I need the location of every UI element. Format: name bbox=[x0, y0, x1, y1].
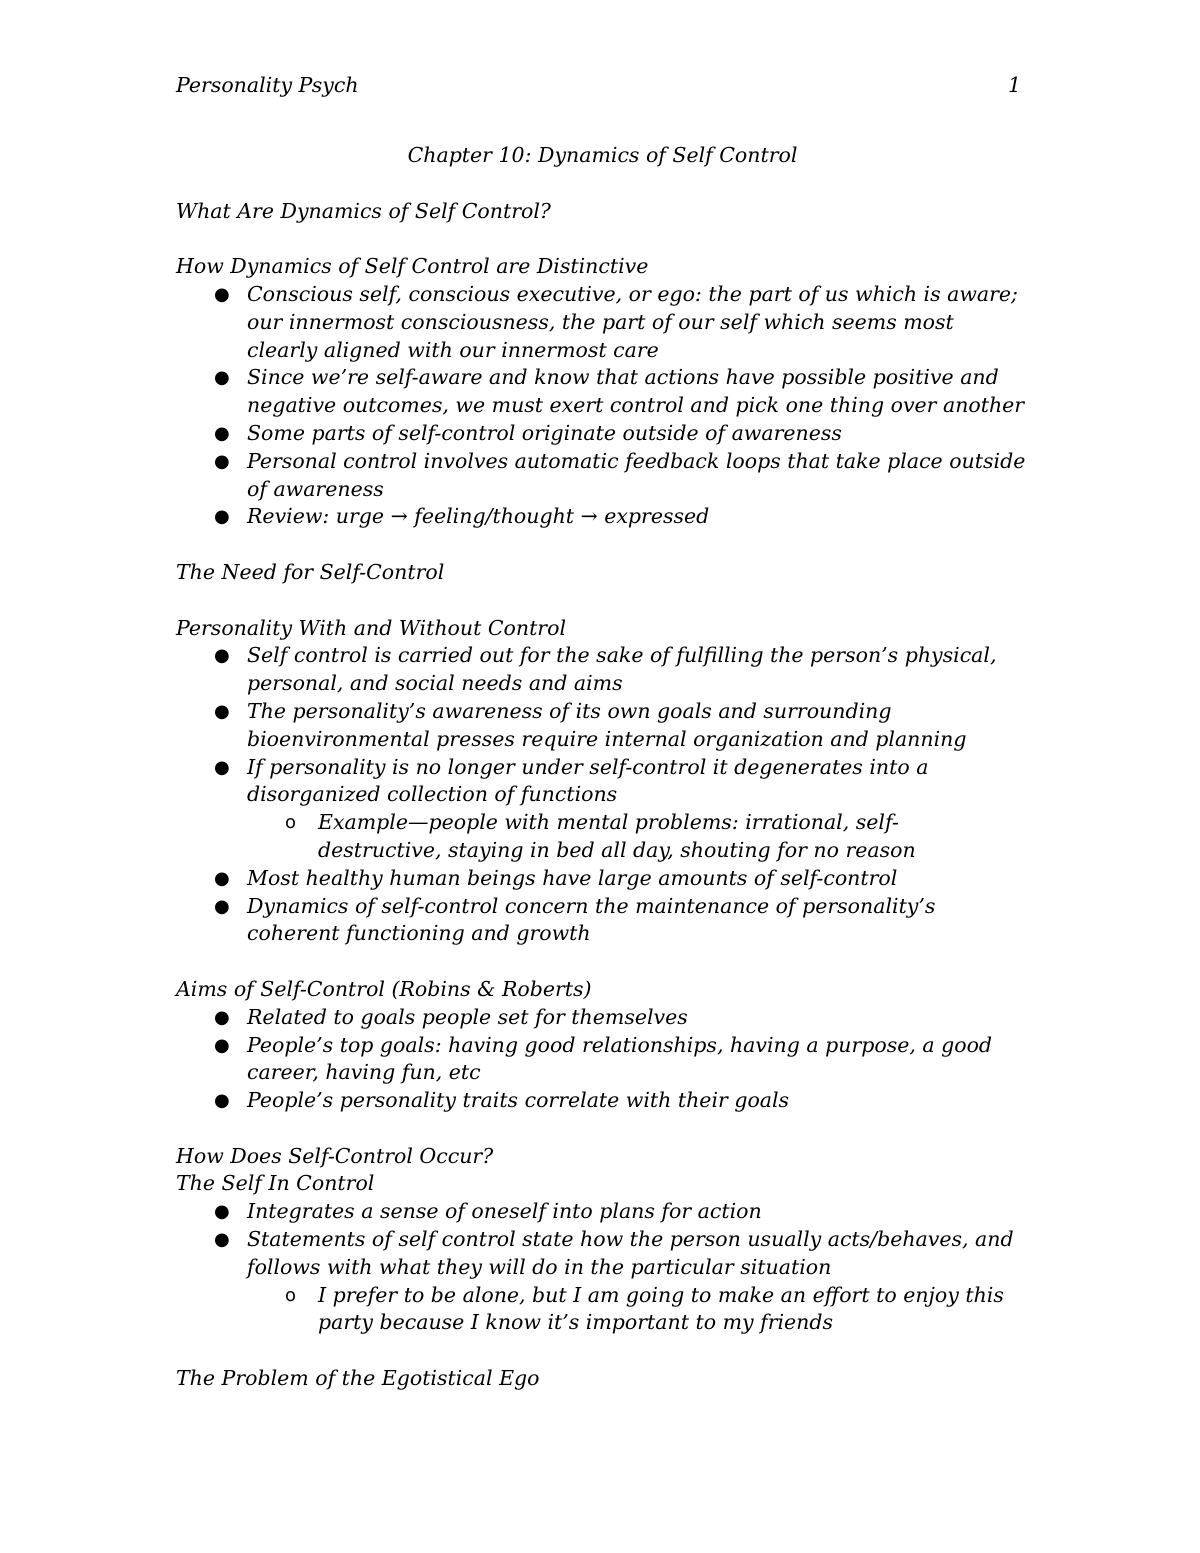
bullet-icon: ● bbox=[214, 506, 230, 528]
bullet-icon: ● bbox=[214, 283, 230, 305]
list-item: ● If personality is no longer under self-control it degenerates into a disorganized collection of functions o Example—people with mental problems: irrational, self-destructive, staying in bed all day, shouting for no reason bbox=[176, 754, 1027, 865]
sub-list bbox=[247, 809, 1027, 865]
bullet-icon: ● bbox=[214, 422, 230, 444]
aims-list bbox=[176, 1004, 1056, 1115]
sub-list bbox=[247, 1282, 1027, 1338]
sub-list-item: o Example—people with mental problems: irrational, self-destructive, staying in bed all day, shouting for no reason bbox=[285, 810, 916, 862]
bullet-icon: ● bbox=[214, 450, 230, 472]
list-item: ● Since we’re self-aware and know that actions have possible positive and negative outcomes, we must exert control and pick one thing over another bbox=[214, 365, 1025, 418]
page-number: 1 bbox=[1008, 73, 1022, 97]
section-heading-how-occur: How Does Self-Control Occur? bbox=[176, 1143, 494, 1168]
bullet-icon: ● bbox=[214, 1034, 230, 1056]
list-item: ● Review: urge → feeling/thought → expressed bbox=[176, 503, 1027, 531]
section-heading-what-are: What Are Dynamics of Self Control? bbox=[176, 198, 551, 223]
list-item: ● Related to goals people set for themselves bbox=[176, 1004, 1027, 1032]
bullet-icon: ● bbox=[214, 895, 230, 917]
running-header-course: Personality Psych bbox=[176, 73, 359, 97]
list-item: ● Statements of self control state how the person usually acts/behaves, and follows with what they will do in the particular situation o I prefer to be alone, but I am going to make an effort to enjoy this party because I know it’s important to my friends bbox=[176, 1226, 1027, 1337]
list-item: ● People’s personality traits correlate with their goals bbox=[176, 1087, 1027, 1115]
list-item: ● Dynamics of self-control concern the maintenance of personality’s coherent functioning and growth bbox=[214, 893, 936, 946]
sub-list-item: o I prefer to be alone, but I am going to make an effort to enjoy this party because I know it’s important to my friends bbox=[285, 1282, 1004, 1335]
list-item: ● People’s top goals: having good relationships, having a purpose, a good career, having fun, etc bbox=[214, 1032, 993, 1085]
circle-bullet-icon: o bbox=[285, 1284, 297, 1306]
distinctive-list bbox=[176, 281, 1056, 531]
list-item: ● Self control is carried out for the sake of fulfilling the person’s physical, personal, and social needs and aims bbox=[214, 643, 997, 696]
section-heading-distinctive: How Dynamics of Self Control are Distinctive bbox=[176, 254, 649, 279]
section-heading-self-in-control: The Self In Control bbox=[176, 1171, 375, 1196]
section-heading-need: The Need for Self-Control bbox=[176, 559, 445, 584]
bullet-icon: ● bbox=[214, 867, 230, 889]
bullet-icon: ● bbox=[214, 1201, 230, 1223]
with-without-list bbox=[176, 642, 1056, 948]
bullet-icon: ● bbox=[214, 645, 230, 667]
self-in-control-list bbox=[176, 1198, 1056, 1337]
circle-bullet-icon: o bbox=[285, 812, 297, 834]
bullet-icon: ● bbox=[214, 756, 230, 778]
section-heading-aims: Aims of Self-Control (Robins & Roberts) bbox=[176, 976, 592, 1001]
list-item: ● Personal control involves automatic feedback loops that take place outside of awareness bbox=[214, 448, 1026, 501]
list-item: ● Some parts of self-control originate outside of awareness bbox=[176, 420, 1027, 448]
list-item: ● Most healthy human beings have large amounts of self-control bbox=[176, 865, 1027, 893]
bullet-icon: ● bbox=[214, 367, 230, 389]
bullet-icon: ● bbox=[214, 1090, 230, 1112]
list-item: ● Conscious self, conscious executive, or ego: the part of us which is aware; our innermost consciousness, the part of our self which seems most clearly aligned with our innermost care bbox=[214, 281, 1018, 362]
document-body bbox=[176, 142, 1056, 1393]
bullet-icon: ● bbox=[214, 1006, 230, 1028]
list-item: ● The personality’s awareness of its own goals and surrounding bioenvironmental presses require internal organization and planning bbox=[214, 698, 967, 751]
bullet-icon: ● bbox=[214, 700, 230, 722]
section-heading-with-without: Personality With and Without Control bbox=[176, 615, 567, 640]
bullet-icon: ● bbox=[214, 1229, 230, 1251]
list-item: ● Integrates a sense of oneself into plans for action bbox=[176, 1198, 1027, 1226]
section-heading-egotistical: The Problem of the Egotistical Ego bbox=[176, 1366, 540, 1391]
chapter-title: Chapter 10: Dynamics of Self Control bbox=[407, 143, 798, 167]
